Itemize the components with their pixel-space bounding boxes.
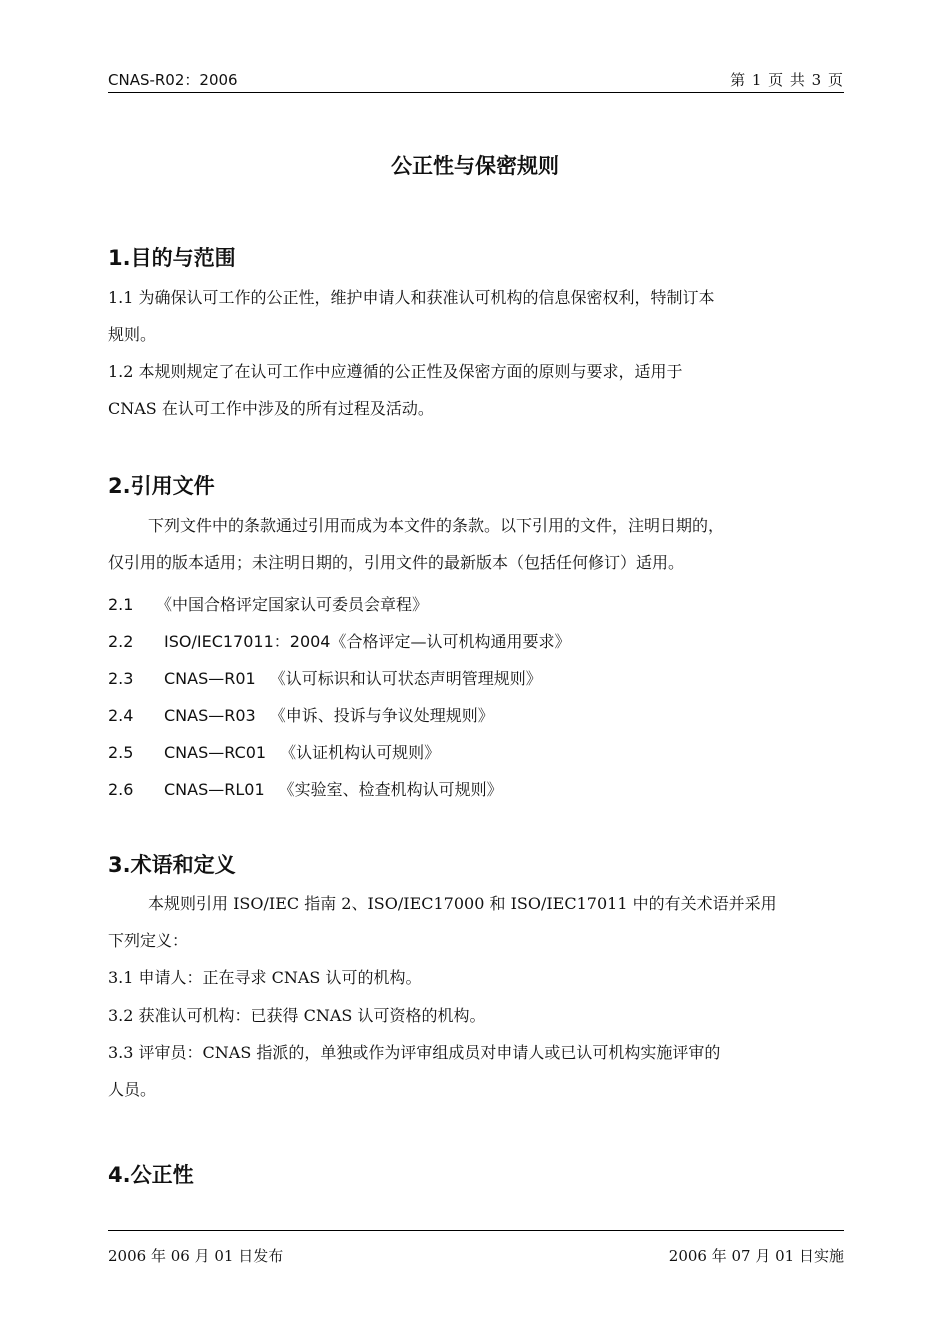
reference-item	[108, 703, 494, 726]
document-title: 公正性与保密规则	[391, 154, 559, 178]
reference-code: ISO/IEC17011：2004	[164, 632, 331, 651]
reference-item	[108, 740, 440, 763]
reference-title: 《认可标识和认可状态声明管理规则》	[269, 669, 542, 688]
definition-3-1: 3.1 申请人：正在寻求 CNAS 认可的机构。	[108, 968, 422, 987]
clause-1-2-line1: 1.2 本规则规定了在认可工作中应遵循的公正性及保密方面的原则与要求，适用于	[108, 362, 683, 381]
reference-title: 《合格评定—认可机构通用要求》	[330, 632, 571, 651]
section-4-heading: 4.公正性	[108, 1163, 194, 1187]
doc-code: CNAS-R02：2006	[108, 71, 238, 89]
issue-date: 2006 年 06 月 01 日发布	[108, 1247, 284, 1265]
clause-1-2-line2: CNAS 在认可工作中涉及的所有过程及活动。	[108, 399, 434, 418]
reference-number: 2.3	[108, 669, 134, 688]
reference-code: CNAS—RL01	[164, 780, 265, 799]
section-3-intro-line2: 下列定义：	[108, 931, 189, 950]
reference-title: 《认证机构认可规则》	[280, 743, 441, 762]
reference-item	[108, 666, 542, 689]
reference-number: 2.5	[108, 743, 134, 762]
reference-number: 2.2	[108, 632, 134, 651]
reference-title: 《申诉、投诉与争议处理规则》	[269, 706, 494, 725]
effective-date: 2006 年 07 月 01 日实施	[668, 1247, 844, 1265]
page-header	[108, 68, 844, 93]
reference-number: 2.1	[108, 595, 134, 614]
definition-3-2: 3.2 获准认可机构：已获得 CNAS 认可资格的机构。	[108, 1006, 486, 1025]
reference-number: 2.4	[108, 706, 134, 725]
section-3-heading: 3.术语和定义	[108, 853, 236, 877]
section-2-intro-line1: 下列文件中的条款通过引用而成为本文件的条款。以下引用的文件，注明日期的，	[148, 516, 725, 535]
clause-1-1-line2: 规则。	[108, 325, 157, 344]
definition-3-3-line2: 人员。	[108, 1080, 157, 1099]
reference-item	[108, 629, 571, 652]
section-3-intro-line1: 本规则引用 ISO/IEC 指南 2、ISO/IEC17000 和 ISO/IEC17011 中的有关术语并采用	[148, 894, 777, 913]
section-1-heading: 1.目的与范围	[108, 246, 236, 270]
reference-item	[108, 777, 503, 800]
section-2-intro-line2: 仅引用的版本适用；未注明日期的，引用文件的最新版本（包括任何修订）适用。	[108, 553, 685, 572]
reference-code: CNAS—RC01	[164, 743, 267, 762]
page-number: 第 1 页 共 3 页	[730, 71, 844, 89]
reference-title: 《实验室、检查机构认可规则》	[278, 780, 503, 799]
reference-number: 2.6	[108, 780, 134, 799]
reference-code: CNAS—R03	[164, 706, 256, 725]
footer-rule	[108, 1230, 844, 1231]
reference-code: CNAS—R01	[164, 669, 256, 688]
clause-1-1-line1: 1.1 为确保认可工作的公正性，维护申请人和获准认可机构的信息保密权利，特制订本	[108, 288, 715, 307]
section-2-heading: 2.引用文件	[108, 474, 215, 498]
definition-3-3-line1: 3.3 评审员：CNAS 指派的，单独或作为评审组成员对申请人或已认可机构实施评审的	[108, 1043, 721, 1062]
reference-title: 《中国合格评定国家认可委员会章程》	[156, 595, 429, 614]
reference-item	[108, 592, 428, 615]
